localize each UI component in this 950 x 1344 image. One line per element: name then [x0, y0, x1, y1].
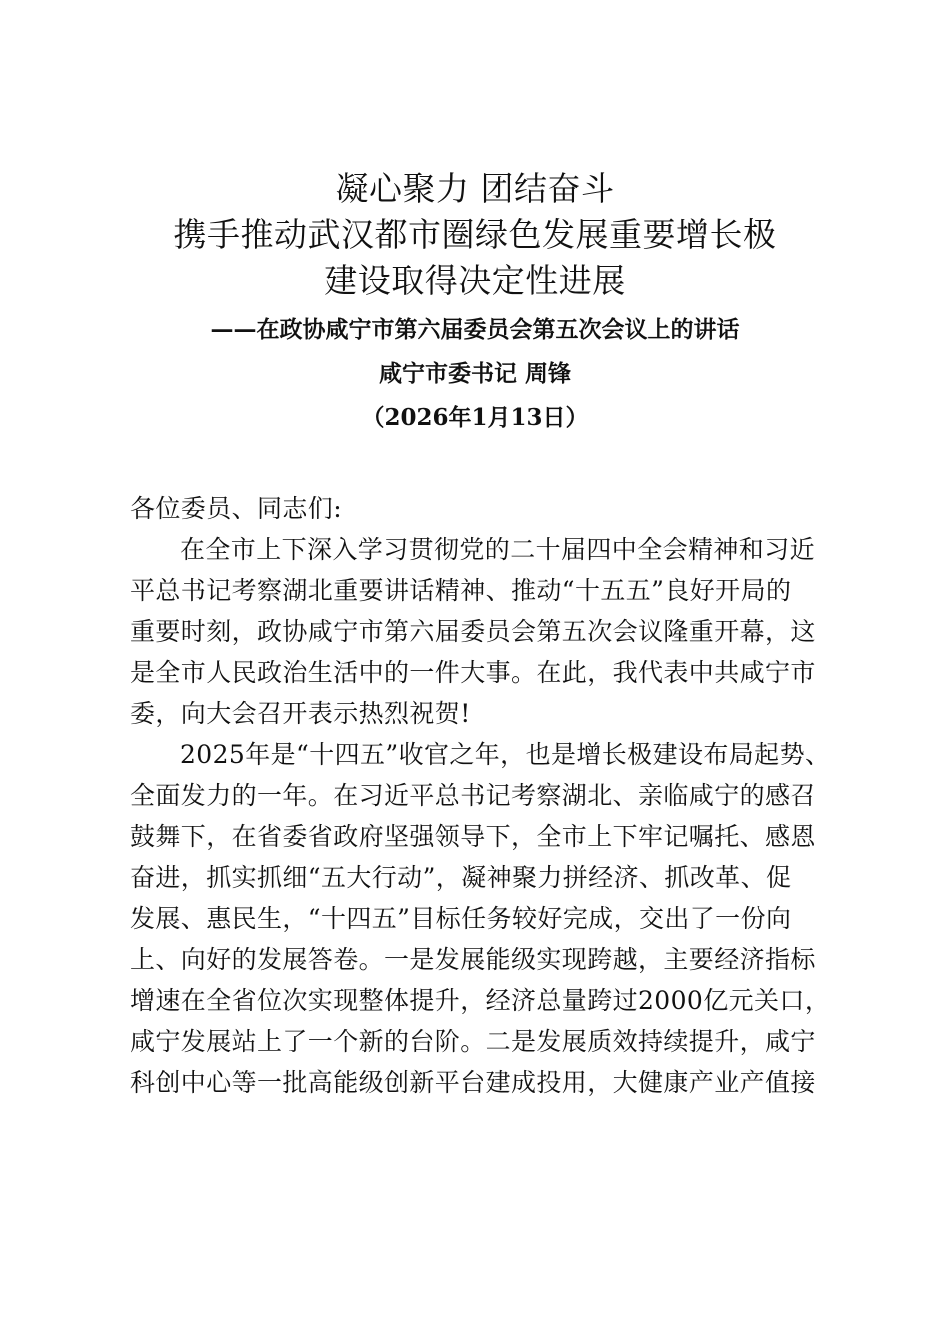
- title-line-2: 携手推动武汉都市圈绿色发展重要增长极: [173, 215, 777, 254]
- body-line: 发展、惠民生，“十四五”目标任务较好完成，交出了一份向: [130, 904, 792, 933]
- document-subtitle: ——在政协咸宁市第六届委员会第五次会议上的讲话: [210, 316, 740, 343]
- body-line: 鼓舞下，在省委省政府坚强领导下，全市上下牢记嘱托、感恩: [130, 822, 816, 851]
- body-line: 奋进，抓实抓细“五大行动”，凝神聚力拼经济、抓改革、促: [130, 863, 792, 892]
- title-line-3: 建设取得决定性进展: [324, 261, 626, 300]
- body-line: 重要时刻，政协咸宁市第六届委员会第五次会议隆重开幕，这: [130, 617, 816, 646]
- body-line: 咸宁发展站上了一个新的台阶。二是发展质效持续提升，咸宁: [130, 1027, 816, 1056]
- document-date: （2026年1月13日）: [361, 404, 589, 431]
- document-title: [0, 166, 950, 304]
- body-line: 增速在全省位次实现整体提升，经济总量跨过2000亿元关口，: [130, 986, 831, 1015]
- body-line: 在全市上下深入学习贯彻党的二十届四中全会精神和习近: [180, 535, 816, 564]
- body-line: 2025年是“十四五”收官之年，也是增长极建设布局起势、: [180, 740, 831, 769]
- body-line: 是全市人民政治生活中的一件大事。在此，我代表中共咸宁市: [130, 658, 816, 687]
- salutation: 各位委员、同志们:: [130, 494, 343, 523]
- title-line-1: 凝心聚力 团结奋斗: [335, 169, 615, 208]
- body-line: 全面发力的一年。在习近平总书记考察湖北、亲临咸宁的感召: [130, 781, 816, 810]
- document-body: [130, 488, 830, 1103]
- body-line: 平总书记考察湖北重要讲话精神、推动“十五五”良好开局的: [130, 576, 792, 605]
- body-line: 上、向好的发展答卷。一是发展能级实现跨越，主要经济指标: [130, 945, 816, 974]
- document-author: 咸宁市委书记 周锋: [378, 360, 571, 387]
- body-line: 科创中心等一批高能级创新平台建成投用，大健康产业产值接: [130, 1068, 816, 1097]
- body-line: 委，向大会召开表示热烈祝贺!: [130, 699, 471, 728]
